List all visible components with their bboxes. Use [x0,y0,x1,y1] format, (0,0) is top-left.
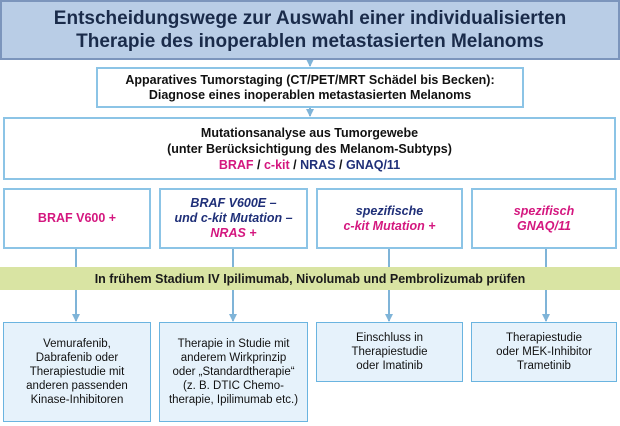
branch-nras-line-3: NRAS + [210,226,257,240]
therapy-box-nras [159,322,308,422]
therapy-line: therapie, Ipilimumab etc.) [168,394,299,406]
therapy-line: Therapiestudie [351,346,428,358]
gene-separator: / [335,157,346,172]
branch-gnaq-line-1: spezifisch [513,203,575,218]
branch-gnaq [471,188,617,249]
gene-braf: BRAF [218,157,254,172]
gene-gnaq: GNAQ/11 [345,157,401,172]
branch-ckit [316,188,463,249]
mutation-analysis-box [3,117,616,180]
therapy-box-braf [3,322,151,422]
branch-ckit-line-2: c-kit Mutation + [343,218,436,233]
staging-box [96,67,524,108]
gene-separator: / [253,157,264,172]
therapy-line: Vemurafenib, [43,338,111,350]
title-box [0,0,620,60]
therapy-line: Therapie in Studie mit [177,338,290,350]
therapy-line: Trametinib [517,360,571,372]
therapy-line: (z. B. DTIC Chemo- [183,380,284,392]
mutation-genes [219,157,400,173]
therapy-line: Therapiestudie [505,332,583,344]
mutation-line-2: (unter Berücksichtigung des Melanom-Subtyps) [167,141,452,156]
gene-nras: NRAS [300,157,336,172]
therapy-line: Einschluss in [355,332,424,344]
branch-nras-line-2: und c-kit Mutation – [174,211,293,225]
therapy-box-gnaq [471,322,617,382]
mutation-line-1: Mutationsanalyse aus Tumorgewebe [200,125,419,140]
immunotherapy-banner [0,267,620,290]
branch-braf-label: BRAF V600 + [37,211,117,225]
therapy-line: Therapiestudie mit [29,366,125,378]
branch-nras-line-1: BRAF V600E – [190,196,277,210]
gene-ckit: c-kit [263,157,290,172]
therapy-line: anderem Wirkprinzip [180,352,287,364]
title-line-1: Entscheidungswege zur Auswahl einer individualisierten [53,8,567,29]
therapy-line: oder „Standardtherapie“ [172,366,295,378]
gene-separator: / [289,157,301,172]
therapy-line: Kinase-Inhibitoren [30,394,124,406]
therapy-line: oder MEK-Inhibitor [496,346,592,358]
branch-nras [159,188,308,249]
therapy-line: oder Imatinib [356,360,423,372]
branch-gnaq-line-2: GNAQ/11 [517,218,571,233]
branch-braf-v600 [3,188,151,249]
therapy-box-ckit [316,322,463,382]
staging-line-2: Diagnose eines inoperablen metastasierten Melanoms [148,87,472,102]
staging-line-1: Apparatives Tumorstaging (CT/PET/MRT Schädel bis Becken): [125,72,495,87]
branch-ckit-line-1: spezifische [355,203,424,218]
title-line-2: Therapie des inoperablen metastasierten Melanoms [76,31,544,52]
therapy-line: anderen passenden [26,380,128,392]
therapy-line: Dabrafenib oder [35,352,119,364]
banner-text: In frühem Stadium IV Ipilimumab, Nivolumab und Pembrolizumab prüfen [94,271,526,286]
